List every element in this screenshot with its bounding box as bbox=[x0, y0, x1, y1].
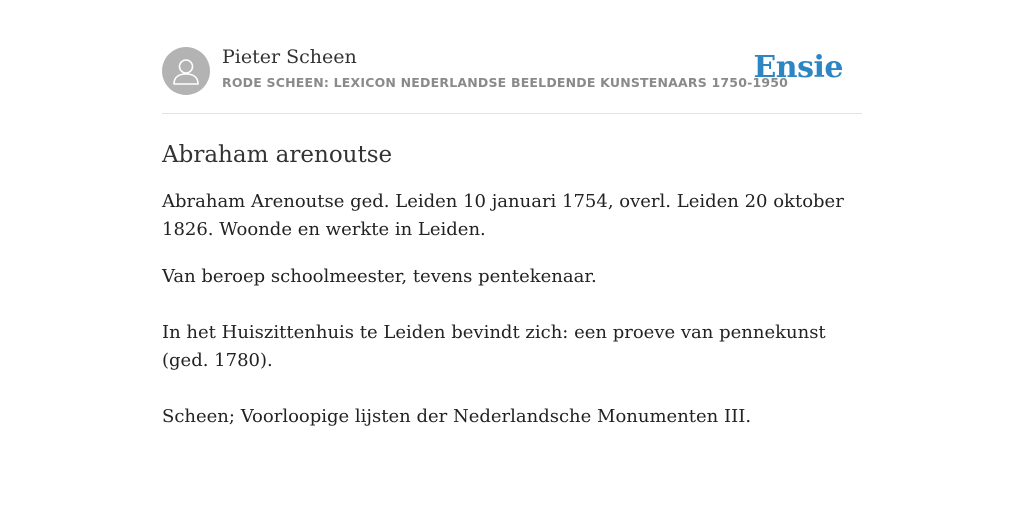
author-avatar[interactable] bbox=[162, 47, 210, 95]
paragraph-sources: Scheen; Voorloopige lijsten der Nederlandsche Monumenten III. bbox=[162, 406, 752, 427]
user-silhouette-icon bbox=[162, 47, 210, 95]
article-title: Abraham arenoutse bbox=[162, 142, 393, 168]
article-header bbox=[162, 46, 862, 114]
paragraph-biography: Abraham Arenoutse ged. Leiden 10 januari 1754, overl. Leiden 20 oktober 1826. Woonde en werkte in Leiden. bbox=[162, 191, 844, 240]
article-body bbox=[162, 188, 862, 431]
paragraph-spacer bbox=[162, 375, 862, 403]
brand-logo[interactable]: Ensie bbox=[753, 50, 843, 85]
source-title[interactable]: RODE SCHEEN: LEXICON NEDERLANDSE BEELDENDE KUNSTENAARS 1750-1950 bbox=[222, 75, 789, 90]
paragraph-spacer bbox=[162, 291, 862, 319]
paragraph-works: In het Huiszittenhuis te Leiden bevindt zich: een proeve van pennekunst (ged. 1780). bbox=[162, 322, 826, 371]
article-card bbox=[162, 46, 862, 431]
author-name[interactable]: Pieter Scheen bbox=[222, 46, 357, 68]
paragraph-profession: Van beroep schoolmeester, tevens pentekenaar. bbox=[162, 266, 597, 287]
